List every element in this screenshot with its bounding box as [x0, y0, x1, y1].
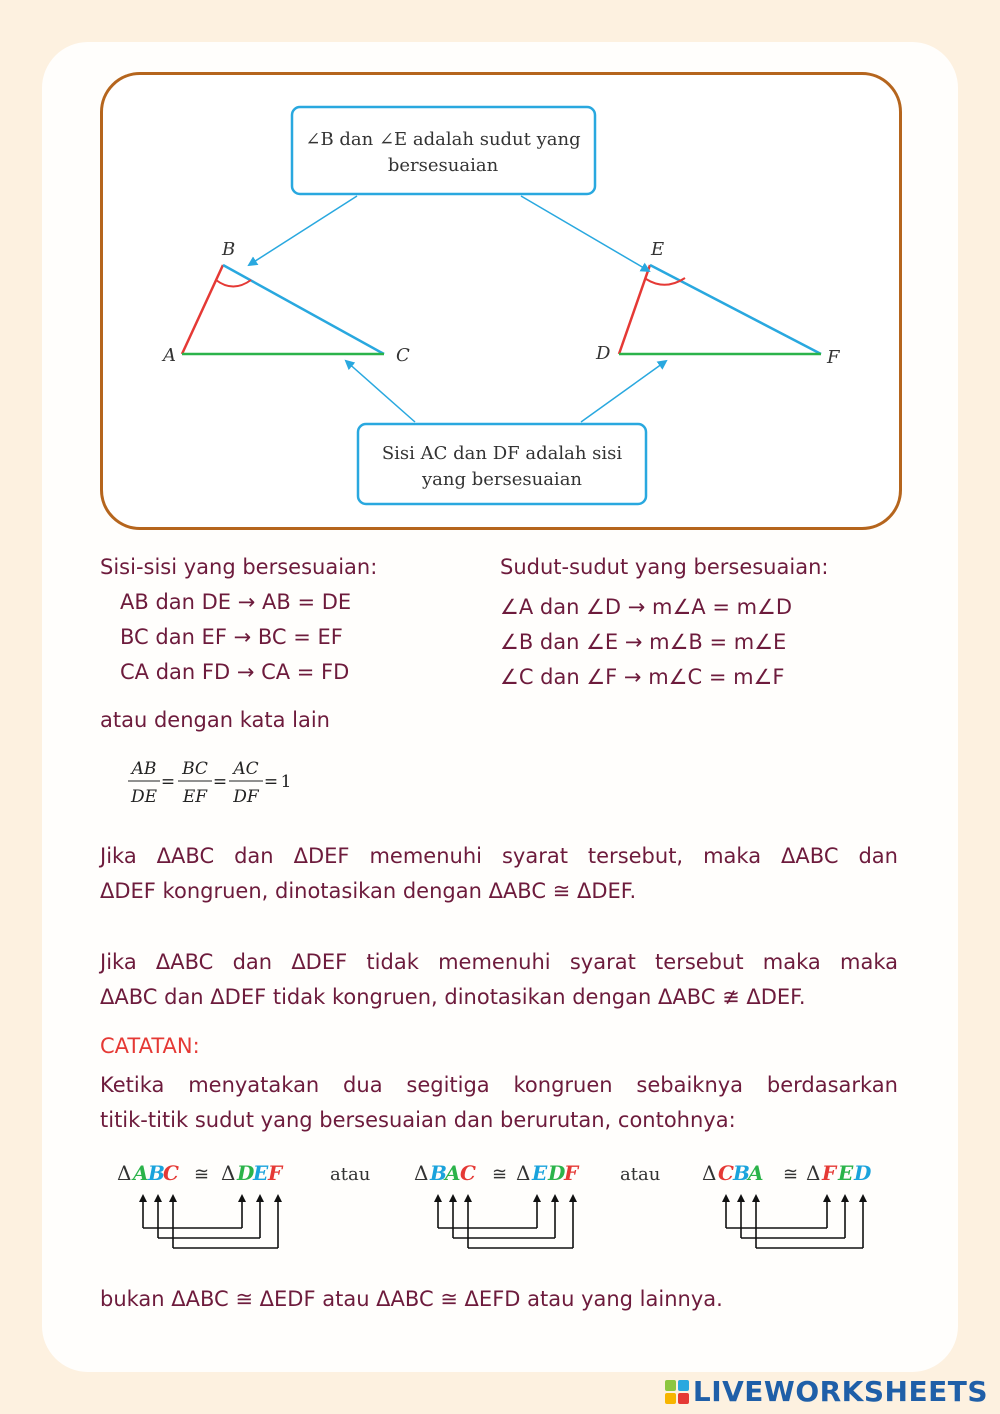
paragraph2-line1: Jika ΔABC dan ΔDEF tidak memenuhi syarat tersebut maka maka [100, 950, 898, 974]
label-f: F [827, 347, 840, 368]
ex1-brackets [143, 1228, 278, 1248]
ex2-l2: A [445, 1161, 461, 1185]
side-ab [182, 265, 223, 354]
paragraph1-line2: ΔDEF kongruen, dinotasikan dengan ΔABC ≅ ΔDEF. [100, 879, 637, 903]
bottom-note-line2: yang bersesuaian [421, 469, 583, 490]
ratio-result: 1 [280, 772, 292, 792]
ex1-cong: ≅ [194, 1164, 210, 1185]
ratio-d2: EF [182, 787, 208, 807]
diagram-frame [100, 72, 902, 530]
ex3-l2: B [733, 1161, 750, 1185]
ex1-delta-l: Δ [117, 1161, 132, 1185]
ratio-n1: AB [131, 759, 157, 779]
closing-text: bukan ΔABC ≅ ΔEDF atau ΔABC ≅ ΔEFD atau yang lainnya. [100, 1287, 723, 1311]
label-a: A [163, 345, 176, 366]
ex2-connectors [438, 1202, 573, 1248]
ex3-r1: F [822, 1161, 837, 1185]
ex3-connectors [726, 1202, 863, 1248]
ex2-l3: C [460, 1161, 476, 1185]
angles-item-1: ∠A dan ∠D → m∠A = m∠D [500, 595, 793, 619]
ex3-l3: A [748, 1161, 764, 1185]
ratio-d1: DE [130, 787, 158, 807]
ratio-eq3: = [263, 772, 279, 792]
examples-figure [100, 1152, 900, 1272]
ex3-r2: E [838, 1161, 854, 1185]
ex1-l2: B [148, 1161, 165, 1185]
ex3-delta-r: Δ [806, 1161, 821, 1185]
note-line2: titik-titik sudut yang bersesuaian dan berurutan, contohnya: [100, 1108, 736, 1132]
ex1-r1: D [237, 1161, 255, 1185]
ex1-r3: F [268, 1161, 283, 1185]
logo-text: LIVEWORKSHEETS [692, 1375, 988, 1408]
angles-heading: Sudut-sudut yang bersesuaian: [500, 555, 829, 579]
ratio-equation [120, 752, 320, 812]
label-b: B [222, 239, 236, 260]
ex1-l3: C [163, 1161, 179, 1185]
ex3-l1: C [718, 1161, 734, 1185]
sides-item-1: AB dan DE → AB = DE [120, 590, 352, 614]
ex2-delta-l: Δ [414, 1161, 429, 1185]
sides-item-3: CA dan FD → CA = FD [120, 660, 350, 684]
ex3-brackets [726, 1228, 863, 1248]
ex2-l1: B [430, 1161, 447, 1185]
ratio-eq1: = [160, 772, 176, 792]
label-e: E [651, 239, 665, 260]
arrow-to-side-df [581, 361, 666, 422]
side-de [619, 265, 650, 354]
ex2-delta-r: Δ [516, 1161, 531, 1185]
ratio-d3: DF [233, 787, 259, 807]
note-line1: Ketika menyatakan dua segitiga kongruen sebaiknya berdasarkan [100, 1073, 898, 1097]
paragraph1-line1: Jika ΔABC dan ΔDEF memenuhi syarat tersebut, maka ΔABC dan [100, 844, 898, 868]
ex1-delta-r: Δ [221, 1161, 236, 1185]
bottom-note-line1: Sisi AC dan DF adalah sisi [381, 443, 623, 464]
ex3-delta-l: Δ [702, 1161, 717, 1185]
or-1: atau [330, 1164, 371, 1185]
angles-item-2: ∠B dan ∠E → m∠B = m∠E [500, 630, 787, 654]
note-label: CATATAN: [100, 1034, 200, 1058]
ex1-r2: E [253, 1161, 269, 1185]
angles-item-3: ∠C dan ∠F → m∠C = m∠F [500, 665, 785, 689]
label-d: D [596, 343, 611, 364]
arrow-to-angle-e [521, 196, 649, 271]
ratio-eq2: = [212, 772, 228, 792]
top-note-box [292, 107, 595, 194]
ex2-brackets [438, 1228, 573, 1248]
arrow-to-side-ac [346, 361, 415, 422]
ex1-connectors [143, 1202, 278, 1248]
ratio-n3: AC [233, 759, 259, 779]
ex3-r3: D [854, 1161, 872, 1185]
paragraph2-line2: ΔABC dan ΔDEF tidak kongruen, dinotasikan dengan ΔABC ≇ ΔDEF. [100, 985, 806, 1009]
sides-item-2: BC dan EF → BC = EF [120, 625, 343, 649]
side-ef [650, 265, 821, 354]
label-c: C [396, 345, 410, 366]
other-words: atau dengan kata lain [100, 708, 330, 732]
top-note-line1: ∠B dan ∠E adalah sudut yang [305, 129, 581, 150]
sides-heading: Sisi-sisi yang bersesuaian: [100, 555, 378, 579]
ex2-r1: E [532, 1161, 548, 1185]
top-note-line2: bersesuaian [387, 155, 499, 176]
bottom-note-box [358, 424, 646, 504]
angle-b-arc [216, 280, 251, 287]
side-bc [223, 265, 384, 354]
ex1-l1: A [133, 1161, 149, 1185]
liveworksheets-logo-icon [665, 1380, 689, 1404]
ex2-r3: F [564, 1161, 579, 1185]
ratio-n2: BC [182, 759, 208, 779]
ex2-cong: ≅ [492, 1164, 508, 1185]
ex3-cong: ≅ [783, 1164, 799, 1185]
or-2: atau [620, 1164, 661, 1185]
triangle-diagram [103, 75, 899, 527]
liveworksheets-logo[interactable] [665, 1375, 988, 1408]
ex2-r2: D [548, 1161, 566, 1185]
arrow-to-angle-b [249, 196, 357, 265]
